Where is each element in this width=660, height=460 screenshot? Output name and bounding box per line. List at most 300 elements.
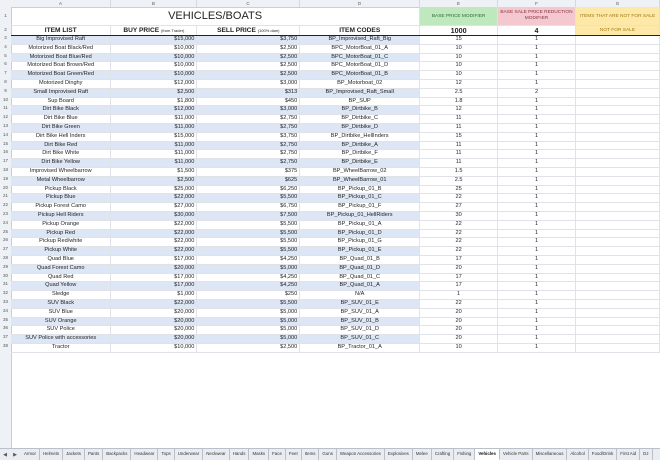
buy-price-cell[interactable]: $1,800	[111, 97, 197, 106]
column-header-b[interactable]: B	[111, 0, 197, 7]
sale-modifier-cell[interactable]: 1	[498, 229, 576, 238]
item-code-cell[interactable]: BP_Motorboat_02	[300, 79, 420, 88]
row-number[interactable]: 15	[2, 140, 8, 146]
item-name-cell[interactable]: Tractor	[11, 343, 111, 352]
tab-vehicle-parts[interactable]: Vehicle Parts	[500, 449, 533, 460]
not-for-sale-col-cell[interactable]	[575, 167, 659, 176]
not-for-sale-col-cell[interactable]	[575, 185, 659, 194]
buy-price-cell[interactable]: $17,000	[111, 273, 197, 282]
price-modifier-cell[interactable]: 22	[420, 238, 498, 247]
item-code-cell[interactable]: BP_SUV_01_D	[300, 326, 420, 335]
not-for-sale-col-cell[interactable]	[575, 220, 659, 229]
buy-price-cell[interactable]: $22,000	[111, 229, 197, 238]
sell-price-cell[interactable]: $6,250	[197, 185, 300, 194]
sale-modifier-cell[interactable]: 1	[498, 71, 576, 80]
sell-price-cell[interactable]: $313	[197, 88, 300, 97]
item-code-cell[interactable]: BP_Quad_01_A	[300, 282, 420, 291]
item-name-cell[interactable]: Quad Yellow	[11, 282, 111, 291]
first-sheet-icon[interactable]: ◀	[3, 451, 7, 458]
buy-price-cell[interactable]: $1,500	[111, 167, 197, 176]
sale-modifier-cell[interactable]: 2	[498, 88, 576, 97]
not-for-sale-col-cell[interactable]	[575, 247, 659, 256]
row-number[interactable]: 31	[2, 281, 8, 287]
tab-face[interactable]: Face	[269, 449, 286, 460]
base-price-modifier-header[interactable]: BASE PRICE MODIFIER	[420, 7, 498, 26]
tab-headwear[interactable]: Headwear	[131, 449, 158, 460]
sell-price-cell[interactable]: $2,750	[197, 159, 300, 168]
tab-masks[interactable]: Masks	[249, 449, 269, 460]
price-modifier-cell[interactable]: 17	[420, 282, 498, 291]
not-for-sale-header[interactable]: ITEMS THAT ARE NOT FOR SALE	[575, 7, 659, 26]
sale-modifier-cell[interactable]: 1	[498, 255, 576, 264]
not-for-sale-col-cell[interactable]	[575, 176, 659, 185]
item-code-cell[interactable]: BP_SUV_01_C	[300, 335, 420, 344]
item-code-cell[interactable]: BP_Dirtbike_HellInders	[300, 132, 420, 141]
item-codes-header[interactable]: ITEM CODES	[300, 26, 420, 36]
buy-price-cell[interactable]: $15,000	[111, 132, 197, 141]
sell-price-cell[interactable]: $375	[197, 167, 300, 176]
item-code-cell[interactable]: BP_Dirtbike_C	[300, 115, 420, 124]
item-code-cell[interactable]: BP_WheelBarrow_02	[300, 167, 420, 176]
price-modifier-cell[interactable]: 22	[420, 220, 498, 229]
buy-price-cell[interactable]: $22,000	[111, 299, 197, 308]
tab-first-aid[interactable]: First Aid	[617, 449, 640, 460]
item-code-cell[interactable]: BP_Tractor_01_A	[300, 343, 420, 352]
sale-modifier-cell[interactable]: 1	[498, 141, 576, 150]
item-name-cell[interactable]: Dirt Bike Yellow	[11, 159, 111, 168]
buy-price-cell[interactable]: $11,000	[111, 123, 197, 132]
price-modifier-cell[interactable]: 30	[420, 211, 498, 220]
not-for-sale-col-cell[interactable]	[575, 273, 659, 282]
row-number[interactable]: 12	[2, 114, 8, 120]
sale-modifier-cell[interactable]: 1	[498, 247, 576, 256]
sell-price-cell[interactable]: $4,250	[197, 282, 300, 291]
not-for-sale-cell[interactable]: NOT FOR SALE	[575, 26, 659, 36]
column-header-f[interactable]: F	[498, 0, 576, 7]
not-for-sale-col-cell[interactable]	[575, 159, 659, 168]
sell-price-cell[interactable]: $5,500	[197, 220, 300, 229]
not-for-sale-col-cell[interactable]	[575, 53, 659, 62]
tab-armor[interactable]: Armor	[21, 449, 40, 460]
buy-price-cell[interactable]: $2,500	[111, 88, 197, 97]
price-modifier-cell[interactable]: 1	[420, 291, 498, 300]
base-sale-value[interactable]: 4	[498, 26, 576, 36]
row-number[interactable]: 35	[2, 316, 8, 322]
item-name-cell[interactable]: Pickup White	[11, 247, 111, 256]
not-for-sale-col-cell[interactable]	[575, 326, 659, 335]
item-code-cell[interactable]: BPC_MotorBoat_01_A	[300, 44, 420, 53]
sale-modifier-cell[interactable]: 1	[498, 36, 576, 45]
item-code-cell[interactable]: BP_SUV_01_B	[300, 317, 420, 326]
item-name-cell[interactable]: Big Improvised Raft	[11, 36, 111, 45]
sell-price-cell[interactable]: $450	[197, 97, 300, 106]
buy-price-cell[interactable]: $22,000	[111, 238, 197, 247]
item-name-cell[interactable]: Pickup Hell Riders	[11, 211, 111, 220]
sell-price-cell[interactable]: $2,750	[197, 141, 300, 150]
row-number[interactable]: 11	[3, 105, 8, 111]
price-modifier-cell[interactable]: 15	[420, 36, 498, 45]
tab-melee[interactable]: Melee	[413, 449, 432, 460]
item-code-cell[interactable]: BP_Pickup_01_E	[300, 247, 420, 256]
sell-price-cell[interactable]: $4,250	[197, 255, 300, 264]
sell-price-cell[interactable]: $5,000	[197, 326, 300, 335]
item-name-cell[interactable]: Pickup Blue	[11, 194, 111, 203]
column-header-a[interactable]: A	[11, 0, 111, 7]
price-modifier-cell[interactable]: 20	[420, 326, 498, 335]
price-modifier-cell[interactable]: 27	[420, 203, 498, 212]
item-code-cell[interactable]: BP_SUP	[300, 97, 420, 106]
sell-price-cell[interactable]: $5,500	[197, 299, 300, 308]
row-number[interactable]: 30	[2, 272, 8, 278]
item-name-cell[interactable]: Dirt Bike Hell Inders	[11, 132, 111, 141]
tab-guns[interactable]: Guns	[319, 449, 337, 460]
price-modifier-cell[interactable]: 2.5	[420, 176, 498, 185]
price-modifier-cell[interactable]: 10	[420, 53, 498, 62]
buy-price-cell[interactable]: $11,000	[111, 150, 197, 159]
row-number[interactable]: 16	[2, 149, 8, 155]
price-modifier-cell[interactable]: 20	[420, 317, 498, 326]
row-number[interactable]: 3	[4, 35, 7, 40]
price-modifier-cell[interactable]: 11	[420, 159, 498, 168]
row-number[interactable]: 34	[2, 307, 8, 313]
item-code-cell[interactable]: BPC_MotorBoat_01_D	[300, 62, 420, 71]
price-modifier-cell[interactable]: 10	[420, 343, 498, 352]
not-for-sale-col-cell[interactable]	[575, 106, 659, 115]
sell-price-cell[interactable]: $2,750	[197, 115, 300, 124]
row-number[interactable]: 29	[2, 263, 8, 269]
sale-modifier-cell[interactable]: 1	[498, 79, 576, 88]
base-sale-modifier-header[interactable]: BASE SALE PRICE REDUCTION MODIFIER	[498, 7, 576, 26]
not-for-sale-col-cell[interactable]	[575, 255, 659, 264]
sheet-title[interactable]: VEHICLES/BOATS	[11, 7, 420, 26]
buy-price-cell[interactable]: $12,000	[111, 106, 197, 115]
buy-price-cell[interactable]: $10,000	[111, 44, 197, 53]
tab-backpacks[interactable]: Backpacks	[103, 449, 131, 460]
row-number[interactable]: 38	[2, 343, 8, 348]
price-modifier-cell[interactable]: 11	[420, 150, 498, 159]
row-number[interactable]: 22	[2, 202, 8, 208]
item-code-cell[interactable]: BP_SUV_01_A	[300, 308, 420, 317]
item-code-cell[interactable]: BP_Quad_01_D	[300, 264, 420, 273]
sell-price-cell[interactable]: $2,500	[197, 62, 300, 71]
sale-modifier-cell[interactable]: 1	[498, 335, 576, 344]
row-number[interactable]: 18	[2, 167, 8, 172]
item-code-cell[interactable]: BP_SUV_01_E	[300, 299, 420, 308]
not-for-sale-col-cell[interactable]	[575, 150, 659, 159]
sell-price-cell[interactable]: $5,000	[197, 264, 300, 273]
sell-price-header[interactable]	[197, 26, 300, 36]
row-number[interactable]: 23	[2, 211, 8, 216]
item-name-cell[interactable]: Motorized Boat Green/Red	[11, 71, 111, 80]
item-code-cell[interactable]: BP_Dirtbike_A	[300, 141, 420, 150]
row-number[interactable]: 28	[2, 255, 8, 260]
sell-price-cell[interactable]: $625	[197, 176, 300, 185]
buy-price-cell[interactable]: $30,000	[111, 211, 197, 220]
tab-helmets[interactable]: Helmets	[40, 449, 63, 460]
sell-price-cell[interactable]: $3,000	[197, 79, 300, 88]
not-for-sale-col-cell[interactable]	[575, 62, 659, 71]
item-name-cell[interactable]: Motorized Dinghy	[11, 79, 111, 88]
row-number[interactable]: 7	[4, 70, 7, 76]
item-name-cell[interactable]: SUV Orange	[11, 317, 111, 326]
sell-price-cell[interactable]: $5,000	[197, 308, 300, 317]
price-modifier-cell[interactable]: 12	[420, 106, 498, 115]
tab-vehicles[interactable]: Vehicles	[475, 449, 500, 460]
item-code-cell[interactable]: BP_Pickup_01_B	[300, 185, 420, 194]
item-name-cell[interactable]: Sup Board	[11, 97, 111, 106]
sell-price-cell[interactable]: $5,000	[197, 317, 300, 326]
tab-feet[interactable]: Feet	[286, 449, 302, 460]
sale-modifier-cell[interactable]: 1	[498, 203, 576, 212]
item-name-cell[interactable]: Quad Blue	[11, 255, 111, 264]
sell-price-cell[interactable]: $4,250	[197, 273, 300, 282]
item-name-cell[interactable]: Sledge	[11, 291, 111, 300]
price-modifier-cell[interactable]: 20	[420, 264, 498, 273]
item-name-cell[interactable]: Pickup Forest Camo	[11, 203, 111, 212]
price-modifier-cell[interactable]: 22	[420, 247, 498, 256]
price-modifier-cell[interactable]: 11	[420, 123, 498, 132]
row-number[interactable]: 32	[2, 290, 8, 296]
item-name-cell[interactable]: Small Improvised Raft	[11, 88, 111, 97]
item-code-cell[interactable]: BP_Pickup_01_F	[300, 203, 420, 212]
price-modifier-cell[interactable]: 1.5	[420, 167, 498, 176]
not-for-sale-col-cell[interactable]	[575, 299, 659, 308]
price-modifier-cell[interactable]: 11	[420, 141, 498, 150]
row-number[interactable]: 37	[2, 334, 8, 340]
sale-modifier-cell[interactable]: 1	[498, 132, 576, 141]
tab-jackets[interactable]: Jackets	[63, 449, 85, 460]
item-code-cell[interactable]: BP_Dirtbike_E	[300, 159, 420, 168]
item-name-cell[interactable]: Quad Forest Camo	[11, 264, 111, 273]
row-number[interactable]: 33	[2, 299, 8, 304]
not-for-sale-col-cell[interactable]	[575, 291, 659, 300]
item-code-cell[interactable]: BP_Dirtbike_B	[300, 106, 420, 115]
item-name-cell[interactable]: SUV Police with accessories	[11, 335, 111, 344]
sale-modifier-cell[interactable]: 1	[498, 159, 576, 168]
tab-dj[interactable]: DJ	[640, 449, 652, 460]
sell-price-cell[interactable]: $5,000	[197, 335, 300, 344]
sale-modifier-cell[interactable]: 1	[498, 97, 576, 106]
item-name-cell[interactable]: Motorized Boat Blue/Red	[11, 53, 111, 62]
price-modifier-cell[interactable]: 17	[420, 273, 498, 282]
sell-price-cell[interactable]: $5,500	[197, 238, 300, 247]
sell-price-cell[interactable]: $3,750	[197, 36, 300, 45]
buy-price-cell[interactable]: $22,000	[111, 220, 197, 229]
row-number[interactable]: 24	[2, 219, 8, 225]
sell-price-cell[interactable]: $6,750	[197, 203, 300, 212]
price-modifier-cell[interactable]: 15	[420, 132, 498, 141]
item-name-cell[interactable]: Pickup Orange	[11, 220, 111, 229]
price-modifier-cell[interactable]: 22	[420, 229, 498, 238]
sale-modifier-cell[interactable]: 1	[498, 299, 576, 308]
buy-price-cell[interactable]: $10,000	[111, 53, 197, 62]
row-number[interactable]: 27	[2, 246, 8, 252]
item-name-cell[interactable]: Improvised Wheelbarrow	[11, 167, 111, 176]
row-number[interactable]: 26	[2, 237, 8, 243]
buy-price-cell[interactable]: $22,000	[111, 247, 197, 256]
item-name-cell[interactable]: Metal Wheelbarrow	[11, 176, 111, 185]
price-modifier-cell[interactable]: 1.8	[420, 97, 498, 106]
not-for-sale-col-cell[interactable]	[575, 123, 659, 132]
sale-modifier-cell[interactable]: 1	[498, 150, 576, 159]
sale-modifier-cell[interactable]: 1	[498, 123, 576, 132]
buy-price-cell[interactable]: $27,000	[111, 203, 197, 212]
not-for-sale-col-cell[interactable]	[575, 335, 659, 344]
row-number[interactable]: 2	[4, 27, 7, 32]
row-number[interactable]: 4	[4, 43, 7, 49]
buy-price-cell[interactable]: $20,000	[111, 308, 197, 317]
sale-modifier-cell[interactable]: 1	[498, 238, 576, 247]
tab-explosives[interactable]: Explosives	[385, 449, 413, 460]
row-number[interactable]: 19	[2, 175, 8, 181]
not-for-sale-col-cell[interactable]	[575, 264, 659, 273]
item-name-cell[interactable]: Dirt Bike Black	[11, 106, 111, 115]
item-code-cell[interactable]: BPC_MotorBoat_01_B	[300, 71, 420, 80]
not-for-sale-col-cell[interactable]	[575, 282, 659, 291]
price-modifier-cell[interactable]: 20	[420, 335, 498, 344]
row-number[interactable]: 10	[2, 96, 8, 102]
price-modifier-cell[interactable]: 20	[420, 308, 498, 317]
item-name-cell[interactable]: Quad Red	[11, 273, 111, 282]
tab-food-drink[interactable]: Food/Drink	[589, 449, 617, 460]
tab-alcohol[interactable]: Alcohol	[567, 449, 588, 460]
row-number[interactable]: 5	[4, 52, 7, 58]
tab-fishing[interactable]: Fishing	[454, 449, 475, 460]
sale-modifier-cell[interactable]: 1	[498, 326, 576, 335]
item-name-cell[interactable]: SUV Police	[11, 326, 111, 335]
sale-modifier-cell[interactable]: 1	[498, 291, 576, 300]
sell-price-cell[interactable]: $3,000	[197, 106, 300, 115]
item-name-cell[interactable]: Motorized Boat Brown/Red	[11, 62, 111, 71]
buy-price-cell[interactable]: $20,000	[111, 317, 197, 326]
price-modifier-cell[interactable]: 22	[420, 194, 498, 203]
buy-price-cell[interactable]: $22,000	[111, 194, 197, 203]
tab-items[interactable]: Items	[302, 449, 320, 460]
buy-price-cell[interactable]: $25,000	[111, 185, 197, 194]
not-for-sale-col-cell[interactable]	[575, 88, 659, 97]
column-header-c[interactable]: C	[197, 0, 300, 7]
item-code-cell[interactable]: BP_Improvised_Raft_Small	[300, 88, 420, 97]
buy-price-cell[interactable]: $10,000	[111, 71, 197, 80]
sale-modifier-cell[interactable]: 1	[498, 317, 576, 326]
item-name-cell[interactable]: Pickup Red	[11, 229, 111, 238]
not-for-sale-col-cell[interactable]	[575, 71, 659, 80]
item-name-cell[interactable]: Motorized Boat Black/Red	[11, 44, 111, 53]
row-number[interactable]: 17	[2, 158, 8, 164]
sell-price-cell[interactable]: $2,750	[197, 123, 300, 132]
sale-modifier-cell[interactable]: 1	[498, 194, 576, 203]
row-number[interactable]: 6	[4, 61, 7, 67]
item-code-cell[interactable]: BP_Pickup_01_HellRiders	[300, 211, 420, 220]
not-for-sale-col-cell[interactable]	[575, 343, 659, 352]
sale-modifier-cell[interactable]: 1	[498, 264, 576, 273]
price-modifier-cell[interactable]: 10	[420, 44, 498, 53]
buy-price-cell[interactable]: $20,000	[111, 335, 197, 344]
price-modifier-cell[interactable]: 11	[420, 115, 498, 124]
price-modifier-cell[interactable]: 22	[420, 299, 498, 308]
not-for-sale-col-cell[interactable]	[575, 211, 659, 220]
not-for-sale-col-cell[interactable]	[575, 317, 659, 326]
not-for-sale-col-cell[interactable]	[575, 44, 659, 53]
item-code-cell[interactable]: BP_Improvised_Raft_Big	[300, 36, 420, 45]
price-modifier-cell[interactable]: 17	[420, 255, 498, 264]
item-name-cell[interactable]: Pickup Red/white	[11, 238, 111, 247]
not-for-sale-col-cell[interactable]	[575, 238, 659, 247]
sale-modifier-cell[interactable]: 1	[498, 273, 576, 282]
buy-price-cell[interactable]: $2,500	[111, 176, 197, 185]
sale-modifier-cell[interactable]: 1	[498, 44, 576, 53]
not-for-sale-col-cell[interactable]	[575, 141, 659, 150]
sell-price-cell[interactable]: $2,500	[197, 44, 300, 53]
buy-price-cell[interactable]: $17,000	[111, 255, 197, 264]
sell-price-cell[interactable]: $5,500	[197, 194, 300, 203]
buy-price-cell[interactable]: $20,000	[111, 264, 197, 273]
sale-modifier-cell[interactable]: 1	[498, 176, 576, 185]
buy-price-header[interactable]	[111, 26, 197, 36]
price-modifier-cell[interactable]: 2.5	[420, 88, 498, 97]
sale-modifier-cell[interactable]: 1	[498, 106, 576, 115]
not-for-sale-col-cell[interactable]	[575, 132, 659, 141]
price-modifier-cell[interactable]: 25	[420, 185, 498, 194]
item-code-cell[interactable]: BP_Pickup_01_A	[300, 220, 420, 229]
price-modifier-cell[interactable]: 10	[420, 62, 498, 71]
sale-modifier-cell[interactable]: 1	[498, 343, 576, 352]
row-number[interactable]: 14	[2, 131, 8, 137]
item-list-header[interactable]: ITEM LIST	[11, 26, 111, 36]
item-name-cell[interactable]: SUV Black	[11, 299, 111, 308]
sell-price-cell[interactable]: $2,500	[197, 53, 300, 62]
sale-modifier-cell[interactable]: 1	[498, 282, 576, 291]
row-number[interactable]: 20	[2, 184, 8, 190]
row-number[interactable]: 21	[2, 193, 8, 199]
item-code-cell[interactable]: N/A	[300, 291, 420, 300]
column-header-g[interactable]: G	[576, 0, 660, 7]
column-header-d[interactable]: D	[300, 0, 420, 7]
not-for-sale-col-cell[interactable]	[575, 97, 659, 106]
sale-modifier-cell[interactable]: 1	[498, 167, 576, 176]
row-number[interactable]: 1	[4, 13, 7, 18]
tab-miscellaneous[interactable]: Miscellaneous	[533, 449, 568, 460]
item-code-cell[interactable]: BP_Quad_01_C	[300, 273, 420, 282]
row-number[interactable]: 25	[2, 228, 8, 234]
row-number[interactable]: 36	[2, 325, 8, 331]
tab-pants[interactable]: Pants	[85, 449, 103, 460]
item-name-cell[interactable]: Dirt Bike White	[11, 150, 111, 159]
sale-modifier-cell[interactable]: 1	[498, 53, 576, 62]
buy-price-cell[interactable]: $11,000	[111, 115, 197, 124]
tab-neckwear[interactable]: Neckwear	[203, 449, 230, 460]
next-sheet-icon[interactable]: ▶	[13, 451, 17, 458]
item-name-cell[interactable]: Dirt Bike Red	[11, 141, 111, 150]
row-number[interactable]: 9	[4, 87, 7, 93]
tab-crafting[interactable]: Crafting	[432, 449, 454, 460]
buy-price-cell[interactable]: $15,000	[111, 36, 197, 45]
buy-price-cell[interactable]: $17,000	[111, 282, 197, 291]
buy-price-cell[interactable]: $1,000	[111, 291, 197, 300]
tab-weapon-accessories[interactable]: Weapon Accessories	[337, 449, 385, 460]
not-for-sale-col-cell[interactable]	[575, 203, 659, 212]
sale-modifier-cell[interactable]: 1	[498, 220, 576, 229]
item-code-cell[interactable]: BP_Quad_01_B	[300, 255, 420, 264]
sale-modifier-cell[interactable]: 1	[498, 62, 576, 71]
buy-price-cell[interactable]: $11,000	[111, 159, 197, 168]
sale-modifier-cell[interactable]: 1	[498, 115, 576, 124]
tab-underwear[interactable]: Underwear	[175, 449, 203, 460]
item-code-cell[interactable]: BP_Pickup_01_C	[300, 194, 420, 203]
sale-modifier-cell[interactable]: 1	[498, 185, 576, 194]
item-name-cell[interactable]: Dirt Bike Green	[11, 123, 111, 132]
item-name-cell[interactable]: Dirt Bike Blue	[11, 115, 111, 124]
